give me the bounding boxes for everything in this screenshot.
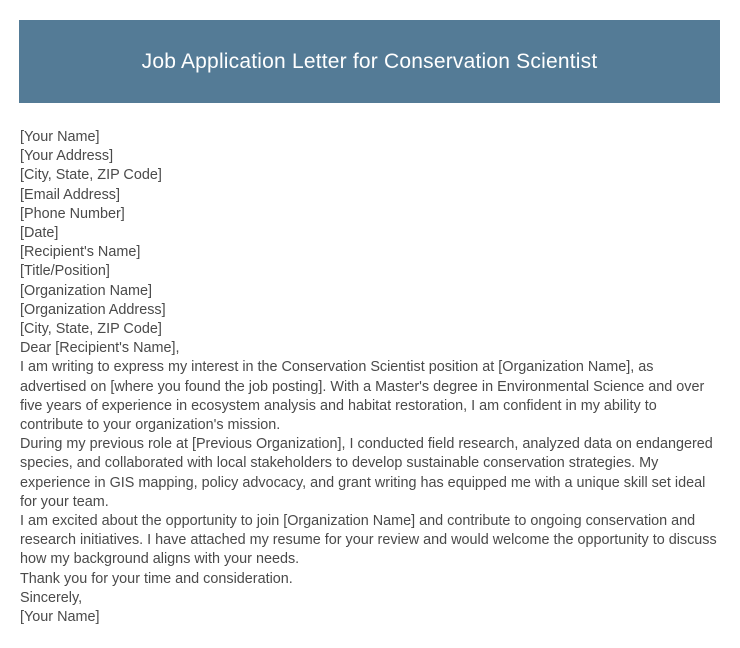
recipient-organization-line: [Organization Name] [20,282,152,299]
recipient-title-line: [Title/Position] [20,263,110,280]
signature-line: [Your Name] [20,609,100,626]
sender-address-line: [Your Address] [20,148,114,165]
recipient-city-line: [City, State, ZIP Code] [20,321,162,338]
letter-header-banner [19,20,720,103]
recipient-organization-address-line: [Organization Address] [20,301,166,318]
closing-line: Sincerely, [20,589,83,606]
thank-you-line: Thank you for your time and consideration. [20,570,293,587]
sender-address-block [20,128,720,243]
sender-phone-line: [Phone Number] [20,205,125,222]
body-paragraph-2: During my previous role at [Previous Organization], I conducted field research, analyzed data on endangered species, and collaborated with local stakeholders to develop sustainable conservation strategies. My experience in GIS mapping, policy advocacy, and grant writing has equipped me with a unique skill set ideal for your team. [20,436,713,510]
recipient-name-line: [Recipient's Name] [20,244,141,261]
letter-body [20,128,720,627]
sender-date-line: [Date] [20,225,59,242]
salutation: Dear [Recipient's Name], [20,340,180,357]
sender-city-line: [City, State, ZIP Code] [20,167,162,184]
sender-email-line: [Email Address] [20,186,120,203]
sender-name-line: [Your Name] [20,129,100,145]
page-title: Job Application Letter for Conservation Scientist [141,49,598,73]
recipient-address-block [20,243,720,339]
body-paragraph-3: I am excited about the opportunity to join [Organization Name] and contribute to ongoing conservation and research initiatives. I have attached my resume for your review and would welcome the opportunity to discuss how my background aligns with your needs. [20,513,717,568]
body-paragraph-1: I am writing to express my interest in the Conservation Scientist position at [Organization Name], as advertised on [where you found the job posting]. With a Master's degree in Environmental Science and over five years of experience in ecosystem analysis and habitat restoration, I am confident in my ability to contribute to your organization's mission. [20,359,705,434]
